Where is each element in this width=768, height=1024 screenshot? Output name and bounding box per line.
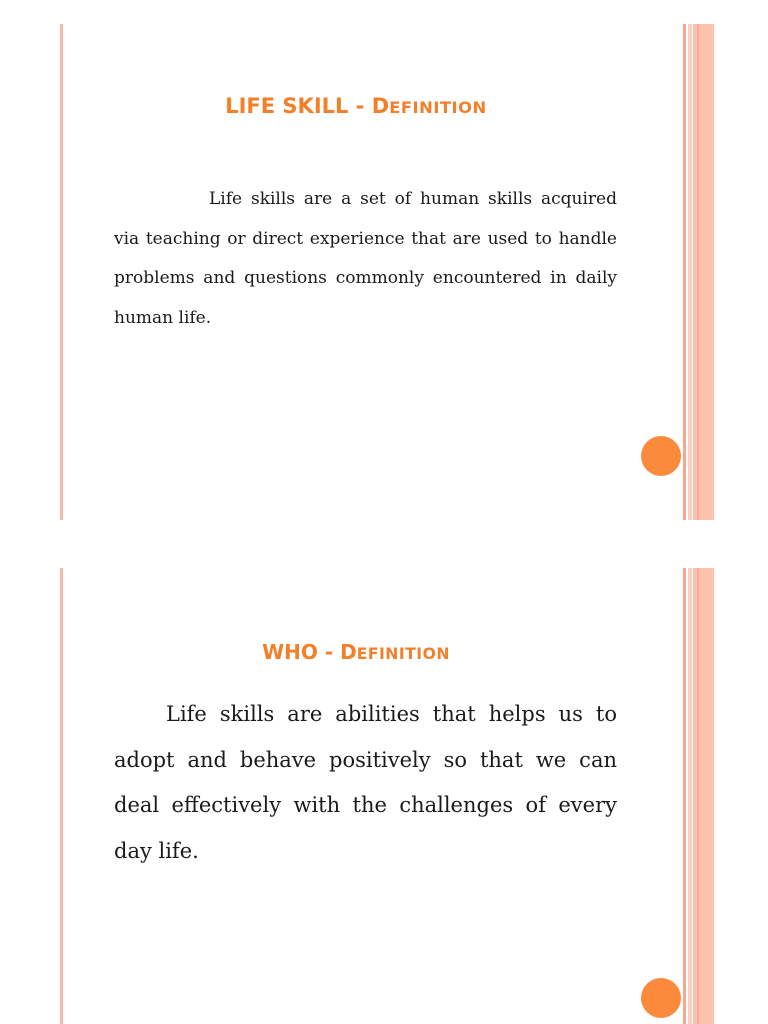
band-stripe	[683, 24, 686, 520]
band-stripe	[688, 24, 692, 520]
title-first-letter: D	[340, 640, 357, 664]
title-rest: EFINITION	[356, 645, 450, 663]
definition-paragraph: Life skills are a set of human skills acquired via teaching or direct experience that are used to handle problems and questions commonly encountered in daily human life.	[114, 189, 617, 328]
band-stripe	[683, 568, 686, 1024]
left-border-line	[60, 24, 63, 520]
slide-who-definition	[0, 544, 768, 1024]
slide-title	[114, 94, 598, 118]
right-decorative-band	[683, 568, 714, 1024]
definition-paragraph: Life skills are abilities that helps us to adopt and behave positively so that we can deal effectively with the challenges of every day life.	[114, 702, 617, 863]
title-first-letter: D	[371, 94, 390, 118]
title-rest: EFINITION	[389, 98, 487, 117]
band-stripe	[688, 568, 692, 1024]
right-decorative-band	[683, 24, 714, 520]
band-stripe	[697, 568, 699, 1024]
title-main: LIFE SKILL -	[225, 94, 372, 118]
orange-circle-icon	[641, 978, 681, 1018]
orange-circle-icon	[641, 436, 681, 476]
title-main: WHO -	[262, 640, 341, 664]
band-stripe	[697, 24, 699, 520]
left-border-line	[60, 568, 63, 1024]
slide-title	[114, 640, 598, 664]
